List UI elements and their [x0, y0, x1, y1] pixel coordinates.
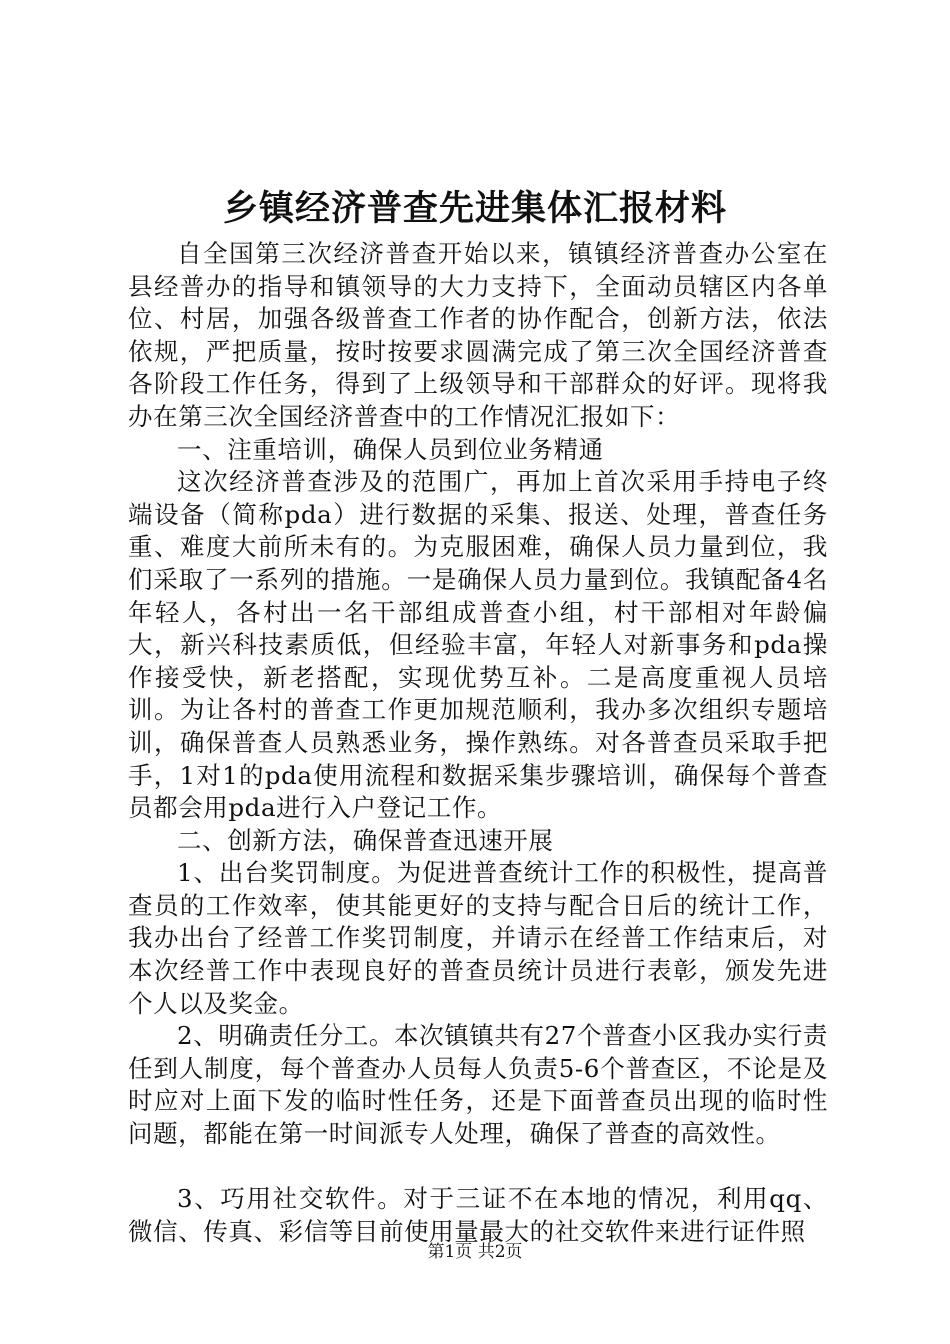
page-footer: 第1页 共2页 — [427, 1242, 523, 1262]
paragraph-reward-system: 1、出台奖罚制度。为促进普查统计工作的积极性，提高普查员的工作效率，使其能更好的支持与配合日后的统计工作，我办出台了经普工作奖罚制度，并请示在经普工作结束后，对本次经普工作中表现良好的普查员统计员进行表彰，颁发先进个人以及奖金。 — [128, 858, 828, 1018]
document-title: 乡镇经济普查先进集体汇报材料 — [222, 188, 727, 229]
document-body — [128, 238, 828, 1248]
paragraph-intro: 自全国第三次经济普查开始以来，镇镇经济普查办公室在县经普办的指导和镇领导的大力支持下，全面动员辖区内各单位、村居，加强各级普查工作者的协作配合，创新方法，依法依规，严把质量，按时按要求圆满完成了第三次全国经济普查各阶段工作任务，得到了上级领导和干部群众的好评。现将我办在第三次全国经济普查中的工作情况汇报如下： — [128, 239, 828, 431]
paragraph-social-software: 3、巧用社交软件。对于三证不在本地的情况，利用qq、微信、传真、彩信等目前使用量最大的社交软件来进行证件照 — [128, 1184, 828, 1246]
section-heading-2: 二、创新方法，确保普查迅速开展 — [177, 825, 554, 855]
paragraph-responsibility: 2、明确责任分工。本次镇镇共有27个普查小区我办实行责任到人制度，每个普查办人员每人负责5-6个普查区，不论是及时应对上面下发的临时性任务，还是下面普查员出现的临时性问题，都能在第一时间派专人处理，确保了普查的高效性。 — [128, 1021, 828, 1149]
section-heading-1: 一、注重培训，确保人员到位业务精通 — [177, 434, 604, 464]
paragraph-training: 这次经济普查涉及的范围广，再加上首次采用手持电子终端设备（简称pda）进行数据的采集、报送、处理，普查任务重、难度大前所未有的。为克服困难，确保人员力量到位，我们采取了一系列的措施。一是确保人员力量到位。我镇配备4名年轻人，各村出一名干部组成普查小组，村干部相对年龄偏大，新兴科技素质低，但经验丰富，年轻人对新事务和pda操作接受快，新老搭配，实现优势互补。二是高度重视人员培训。为让各村的普查工作更加规范顺利，我办多次组织专题培训，确保普查人员熟悉业务，操作熟练。对各普查员采取手把手，1对1的pda使用流程和数据采集步骤培训，确保每个普查员都会用pda进行入户登记工作。 — [128, 467, 828, 823]
